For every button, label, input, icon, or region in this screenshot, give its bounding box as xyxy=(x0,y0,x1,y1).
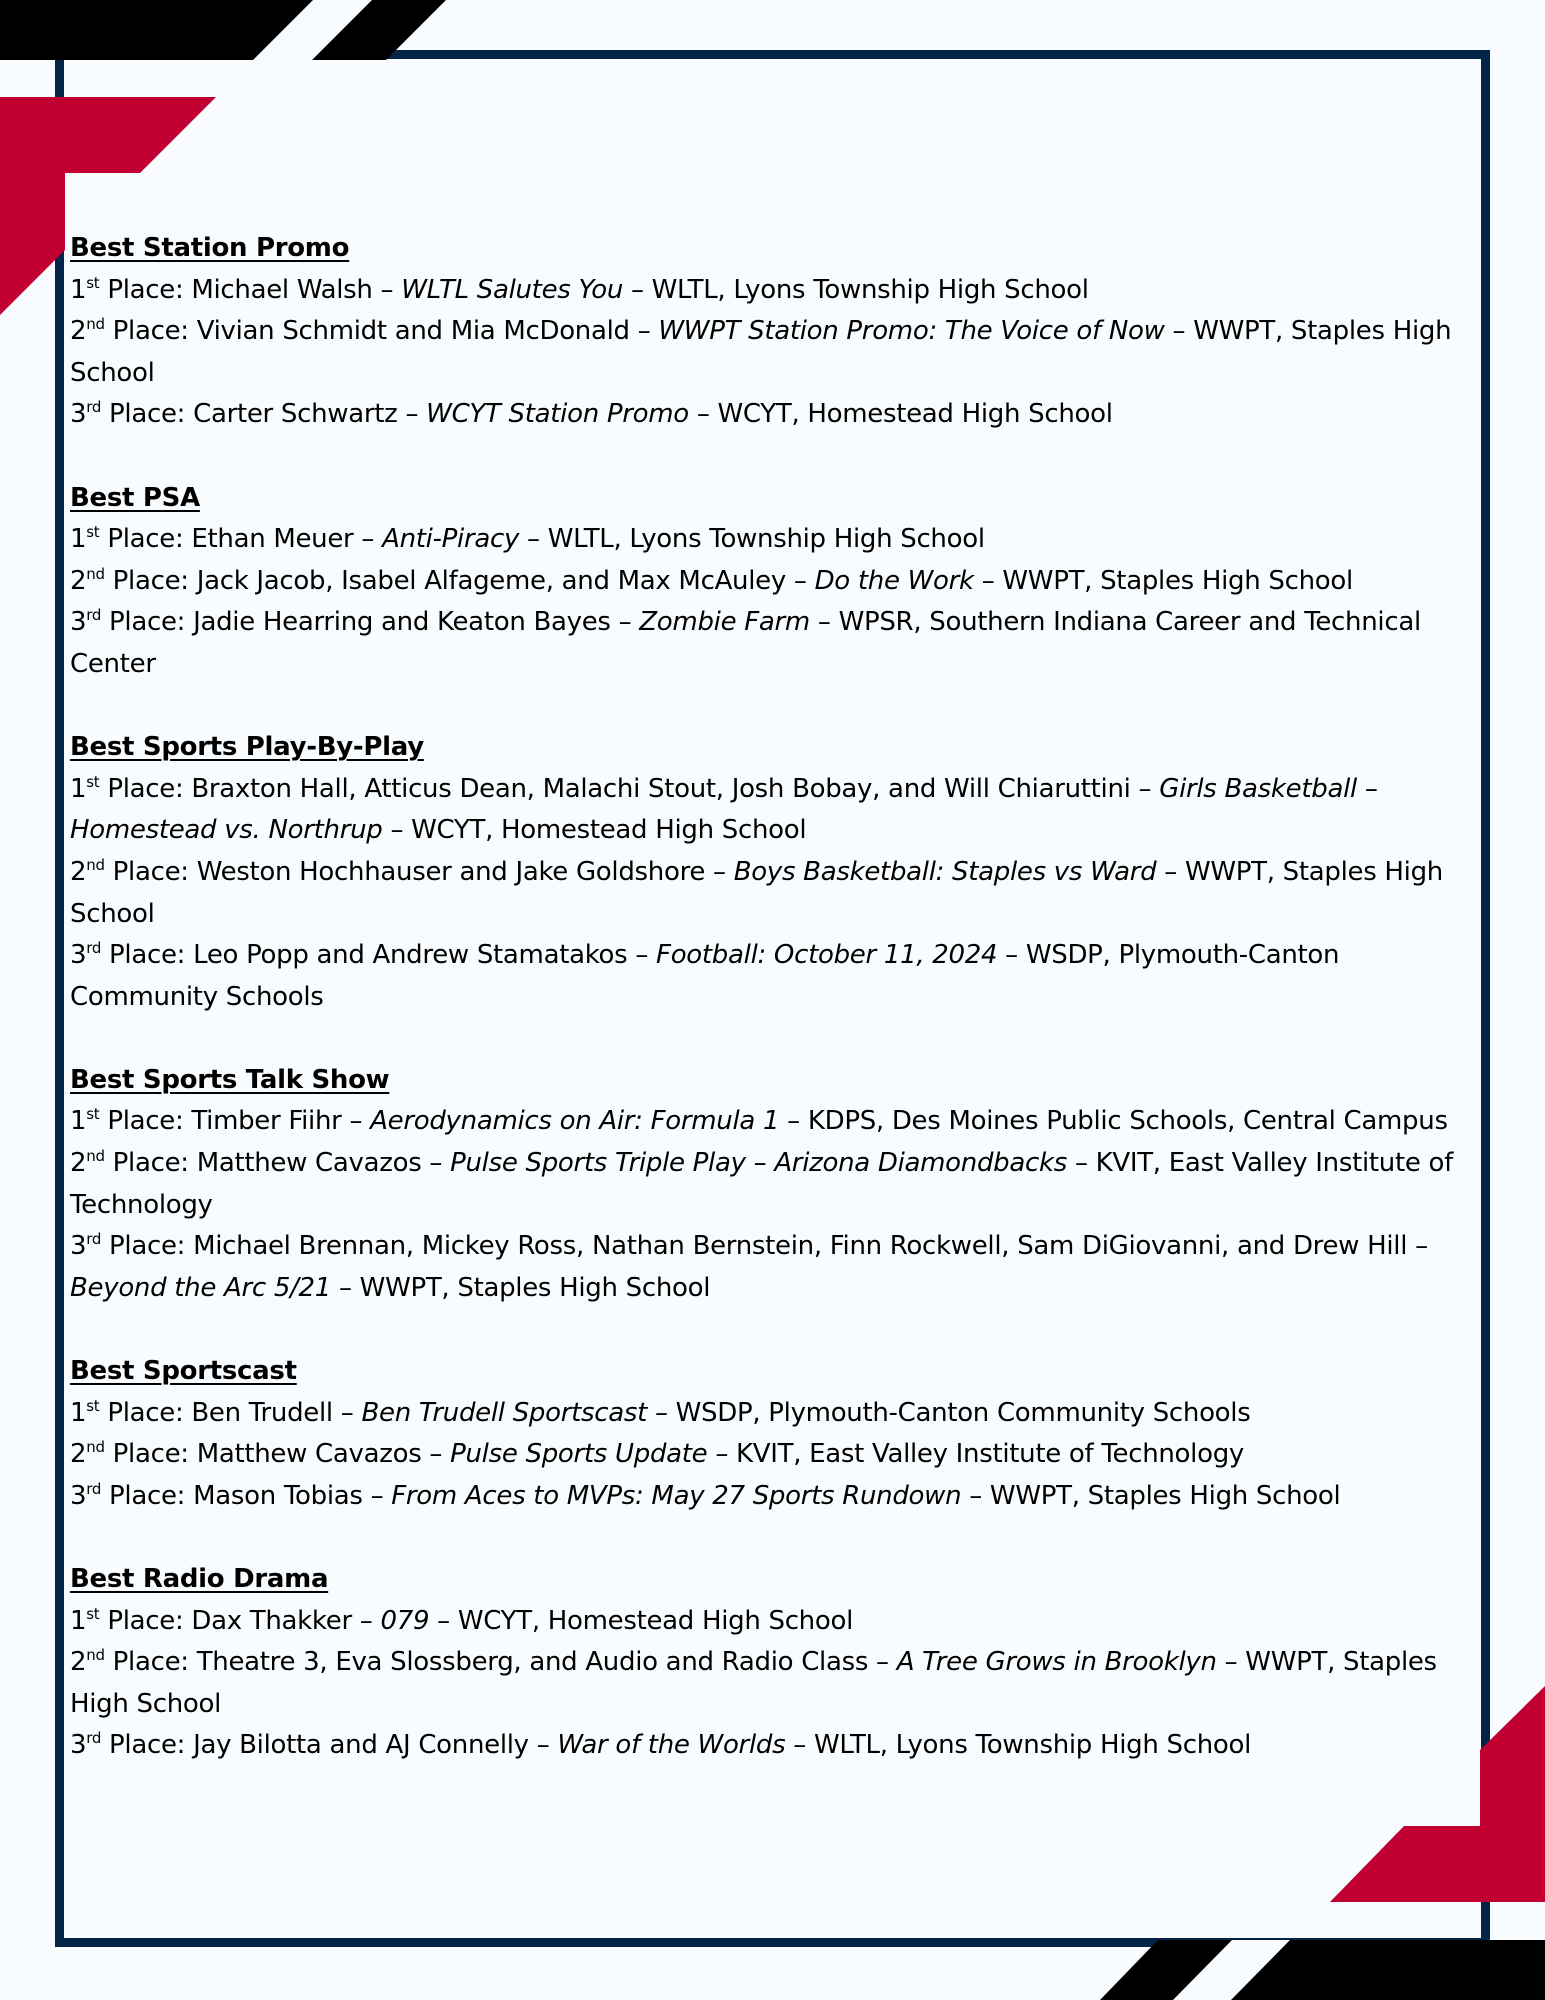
award-entries xyxy=(70,769,1470,1019)
work-title: From Aces to MVPs: May 27 Sports Rundown xyxy=(391,1480,962,1511)
winner-names: Place: Mason Tobias – xyxy=(101,1480,392,1511)
place-suffix: nd xyxy=(86,564,105,583)
award-entry xyxy=(70,1642,1470,1725)
winner-names: Place: Jay Bilotta and AJ Connelly – xyxy=(101,1730,558,1761)
place-suffix: nd xyxy=(86,855,105,874)
winner-names: Place: Ethan Meuer – xyxy=(99,524,383,555)
place-number: 3 xyxy=(70,1730,87,1761)
station-school: – WWPT, Staples High School xyxy=(70,1647,1437,1719)
award-category-heading: Best Radio Drama xyxy=(70,1564,329,1594)
place-suffix: rd xyxy=(86,1479,102,1498)
place-suffix: rd xyxy=(86,1729,102,1748)
place-number: 1 xyxy=(70,773,87,804)
award-section xyxy=(70,1351,1470,1517)
place-suffix: st xyxy=(86,1105,100,1124)
awards-list xyxy=(70,228,1470,1809)
place-number: 1 xyxy=(70,274,87,305)
work-title: Do the Work xyxy=(814,565,974,596)
winner-names: Place: Weston Hochhauser and Jake Goldshore – xyxy=(104,856,734,887)
place-number: 2 xyxy=(70,565,87,596)
place-number: 1 xyxy=(70,1605,87,1636)
place-suffix: st xyxy=(86,523,100,542)
place-suffix: nd xyxy=(86,1438,105,1457)
work-title: Pulse Sports Update xyxy=(450,1439,708,1470)
station-school: – WWPT, Staples High School xyxy=(70,856,1443,929)
place-suffix: st xyxy=(86,1604,100,1623)
work-title: War of the Worlds xyxy=(557,1730,786,1761)
award-entries xyxy=(70,519,1470,685)
top-black-band xyxy=(0,0,446,60)
work-title: WWPT Station Promo: The Voice of Now xyxy=(658,316,1165,347)
winner-names: Place: Ben Trudell – xyxy=(99,1397,362,1428)
place-number: 1 xyxy=(70,1397,87,1428)
winner-names: Place: Carter Schwartz – xyxy=(101,399,427,430)
work-title: WLTL Salutes You xyxy=(401,274,623,305)
award-entry xyxy=(70,561,1470,603)
station-school: – WWPT, Staples High School xyxy=(70,316,1452,388)
place-number: 2 xyxy=(70,1439,87,1470)
work-title: Beyond the Arc 5/21 xyxy=(70,1272,332,1303)
work-title: A Tree Grows in Brooklyn xyxy=(896,1647,1217,1678)
award-section xyxy=(70,727,1470,1018)
station-school: – KDPS, Des Moines Public Schools, Central Campus xyxy=(779,1106,1448,1137)
station-school: – WWPT, Staples High School xyxy=(973,565,1353,596)
place-number: 2 xyxy=(70,856,87,887)
winner-names: Place: Vivian Schmidt and Mia McDonald – xyxy=(104,316,659,347)
place-suffix: rd xyxy=(86,398,102,417)
award-entry xyxy=(70,1226,1470,1309)
award-entries xyxy=(70,270,1470,436)
work-title: Anti-Piracy xyxy=(382,524,520,555)
award-category-heading: Best Sportscast xyxy=(70,1356,297,1387)
place-number: 1 xyxy=(70,1106,87,1137)
station-school: – WPSR, Southern Indiana Career and Technical Center xyxy=(70,607,1421,679)
award-entry xyxy=(70,602,1470,685)
frame-right-bar xyxy=(1481,50,1490,1947)
award-category-heading: Best Station Promo xyxy=(70,233,350,263)
award-entry xyxy=(70,852,1470,935)
work-title: Ben Trudell Sportscast xyxy=(361,1397,648,1428)
station-school: – WSDP, Plymouth-Canton Community Schools xyxy=(647,1397,1251,1428)
station-school: – WWPT, Staples High School xyxy=(331,1272,711,1303)
award-entries xyxy=(70,1393,1470,1518)
award-entry xyxy=(70,394,1470,436)
place-number: 3 xyxy=(70,607,87,638)
award-entry xyxy=(70,1143,1470,1226)
award-category-heading: Best PSA xyxy=(70,482,200,513)
place-suffix: rd xyxy=(86,1230,102,1249)
place-number: 2 xyxy=(70,1647,87,1678)
top-stripe-band xyxy=(0,0,446,60)
station-school: – WCYT, Homestead High School xyxy=(688,399,1113,430)
winner-names: Place: Timber Fiihr – xyxy=(99,1106,371,1137)
place-number: 2 xyxy=(70,1148,87,1179)
award-entry xyxy=(70,519,1470,561)
award-category-heading: Best Sports Talk Show xyxy=(70,1064,390,1095)
place-suffix: st xyxy=(86,273,100,292)
place-suffix: st xyxy=(86,1396,100,1415)
winner-names: Place: Matthew Cavazos – xyxy=(104,1439,451,1470)
award-entry xyxy=(70,1601,1470,1643)
award-entries xyxy=(70,1101,1470,1309)
station-school: – WLTL, Lyons Township High School xyxy=(785,1730,1252,1761)
station-school: – WSDP, Plymouth-Canton Community Schools xyxy=(70,940,1340,1012)
winner-names: Place: Jack Jacob, Isabel Alfageme, and Max McAuley – xyxy=(104,565,815,596)
work-title: Zombie Farm xyxy=(639,607,810,638)
award-entry xyxy=(70,311,1470,394)
station-school: – WLTL, Lyons Township High School xyxy=(519,524,985,555)
award-entry xyxy=(70,1476,1470,1518)
bottom-black-band xyxy=(1100,1940,1545,2000)
winner-names: Place: Dax Thakker – xyxy=(99,1605,381,1636)
place-suffix: rd xyxy=(86,939,102,958)
award-section xyxy=(70,478,1470,686)
station-school: – KVIT, East Valley Institute of Technology xyxy=(707,1439,1244,1470)
work-title: Girls Basketball – Homestead vs. Northrup xyxy=(70,773,1378,846)
winner-names: Place: Theatre 3, Eva Slossberg, and Audio and Radio Class – xyxy=(104,1647,897,1678)
award-section xyxy=(70,228,1470,436)
award-entry xyxy=(70,270,1470,312)
award-category-heading: Best Sports Play-By-Play xyxy=(70,732,424,763)
work-title: Boys Basketball: Staples vs Ward xyxy=(733,856,1157,887)
station-school: – WLTL, Lyons Township High School xyxy=(623,274,1089,305)
award-entry xyxy=(70,1725,1470,1767)
work-title: Aerodynamics on Air: Formula 1 xyxy=(370,1106,780,1137)
place-number: 3 xyxy=(70,1480,87,1511)
award-entry xyxy=(70,769,1470,852)
work-title: Football: October 11, 2024 xyxy=(656,940,998,971)
place-suffix: st xyxy=(86,772,100,791)
award-entry xyxy=(70,1393,1470,1435)
work-title: Pulse Sports Triple Play – Arizona Diamondbacks xyxy=(450,1148,1067,1179)
station-school: – KVIT, East Valley Institute of Technology xyxy=(70,1148,1453,1220)
station-school: – WCYT, Homestead High School xyxy=(429,1605,854,1636)
work-title: 079 xyxy=(380,1605,430,1636)
winner-names: Place: Leo Popp and Andrew Stamatakos – xyxy=(101,940,657,971)
bottom-stripe-band xyxy=(1100,1940,1545,2000)
station-school: – WWPT, Staples High School xyxy=(961,1480,1341,1511)
winner-names: Place: Michael Brennan, Mickey Ross, Nathan Bernstein, Finn Rockwell, Sam DiGiovanni, and Drew Hill – xyxy=(101,1231,1428,1262)
place-suffix: nd xyxy=(86,315,105,334)
frame-left-bar xyxy=(55,50,64,1947)
place-number: 1 xyxy=(70,524,87,555)
place-suffix: nd xyxy=(86,1147,105,1166)
place-suffix: nd xyxy=(86,1646,105,1665)
award-entries xyxy=(70,1601,1470,1767)
award-entry xyxy=(70,1101,1470,1143)
place-number: 3 xyxy=(70,940,87,971)
place-suffix: rd xyxy=(86,606,102,625)
place-number: 2 xyxy=(70,316,87,347)
station-school: – WCYT, Homestead High School xyxy=(382,815,807,846)
winner-names: Place: Matthew Cavazos – xyxy=(104,1148,451,1179)
award-entry xyxy=(70,1434,1470,1476)
winner-names: Place: Jadie Hearring and Keaton Bayes – xyxy=(101,607,640,638)
winner-names: Place: Michael Walsh – xyxy=(99,274,402,305)
award-section xyxy=(70,1060,1470,1310)
place-number: 3 xyxy=(70,399,87,430)
winner-names: Place: Braxton Hall, Atticus Dean, Malachi Stout, Josh Bobay, and Will Chiaruttini – xyxy=(99,773,1160,804)
work-title: WCYT Station Promo xyxy=(426,399,689,430)
place-number: 3 xyxy=(70,1231,87,1262)
award-section xyxy=(70,1559,1470,1767)
award-entry xyxy=(70,935,1470,1018)
